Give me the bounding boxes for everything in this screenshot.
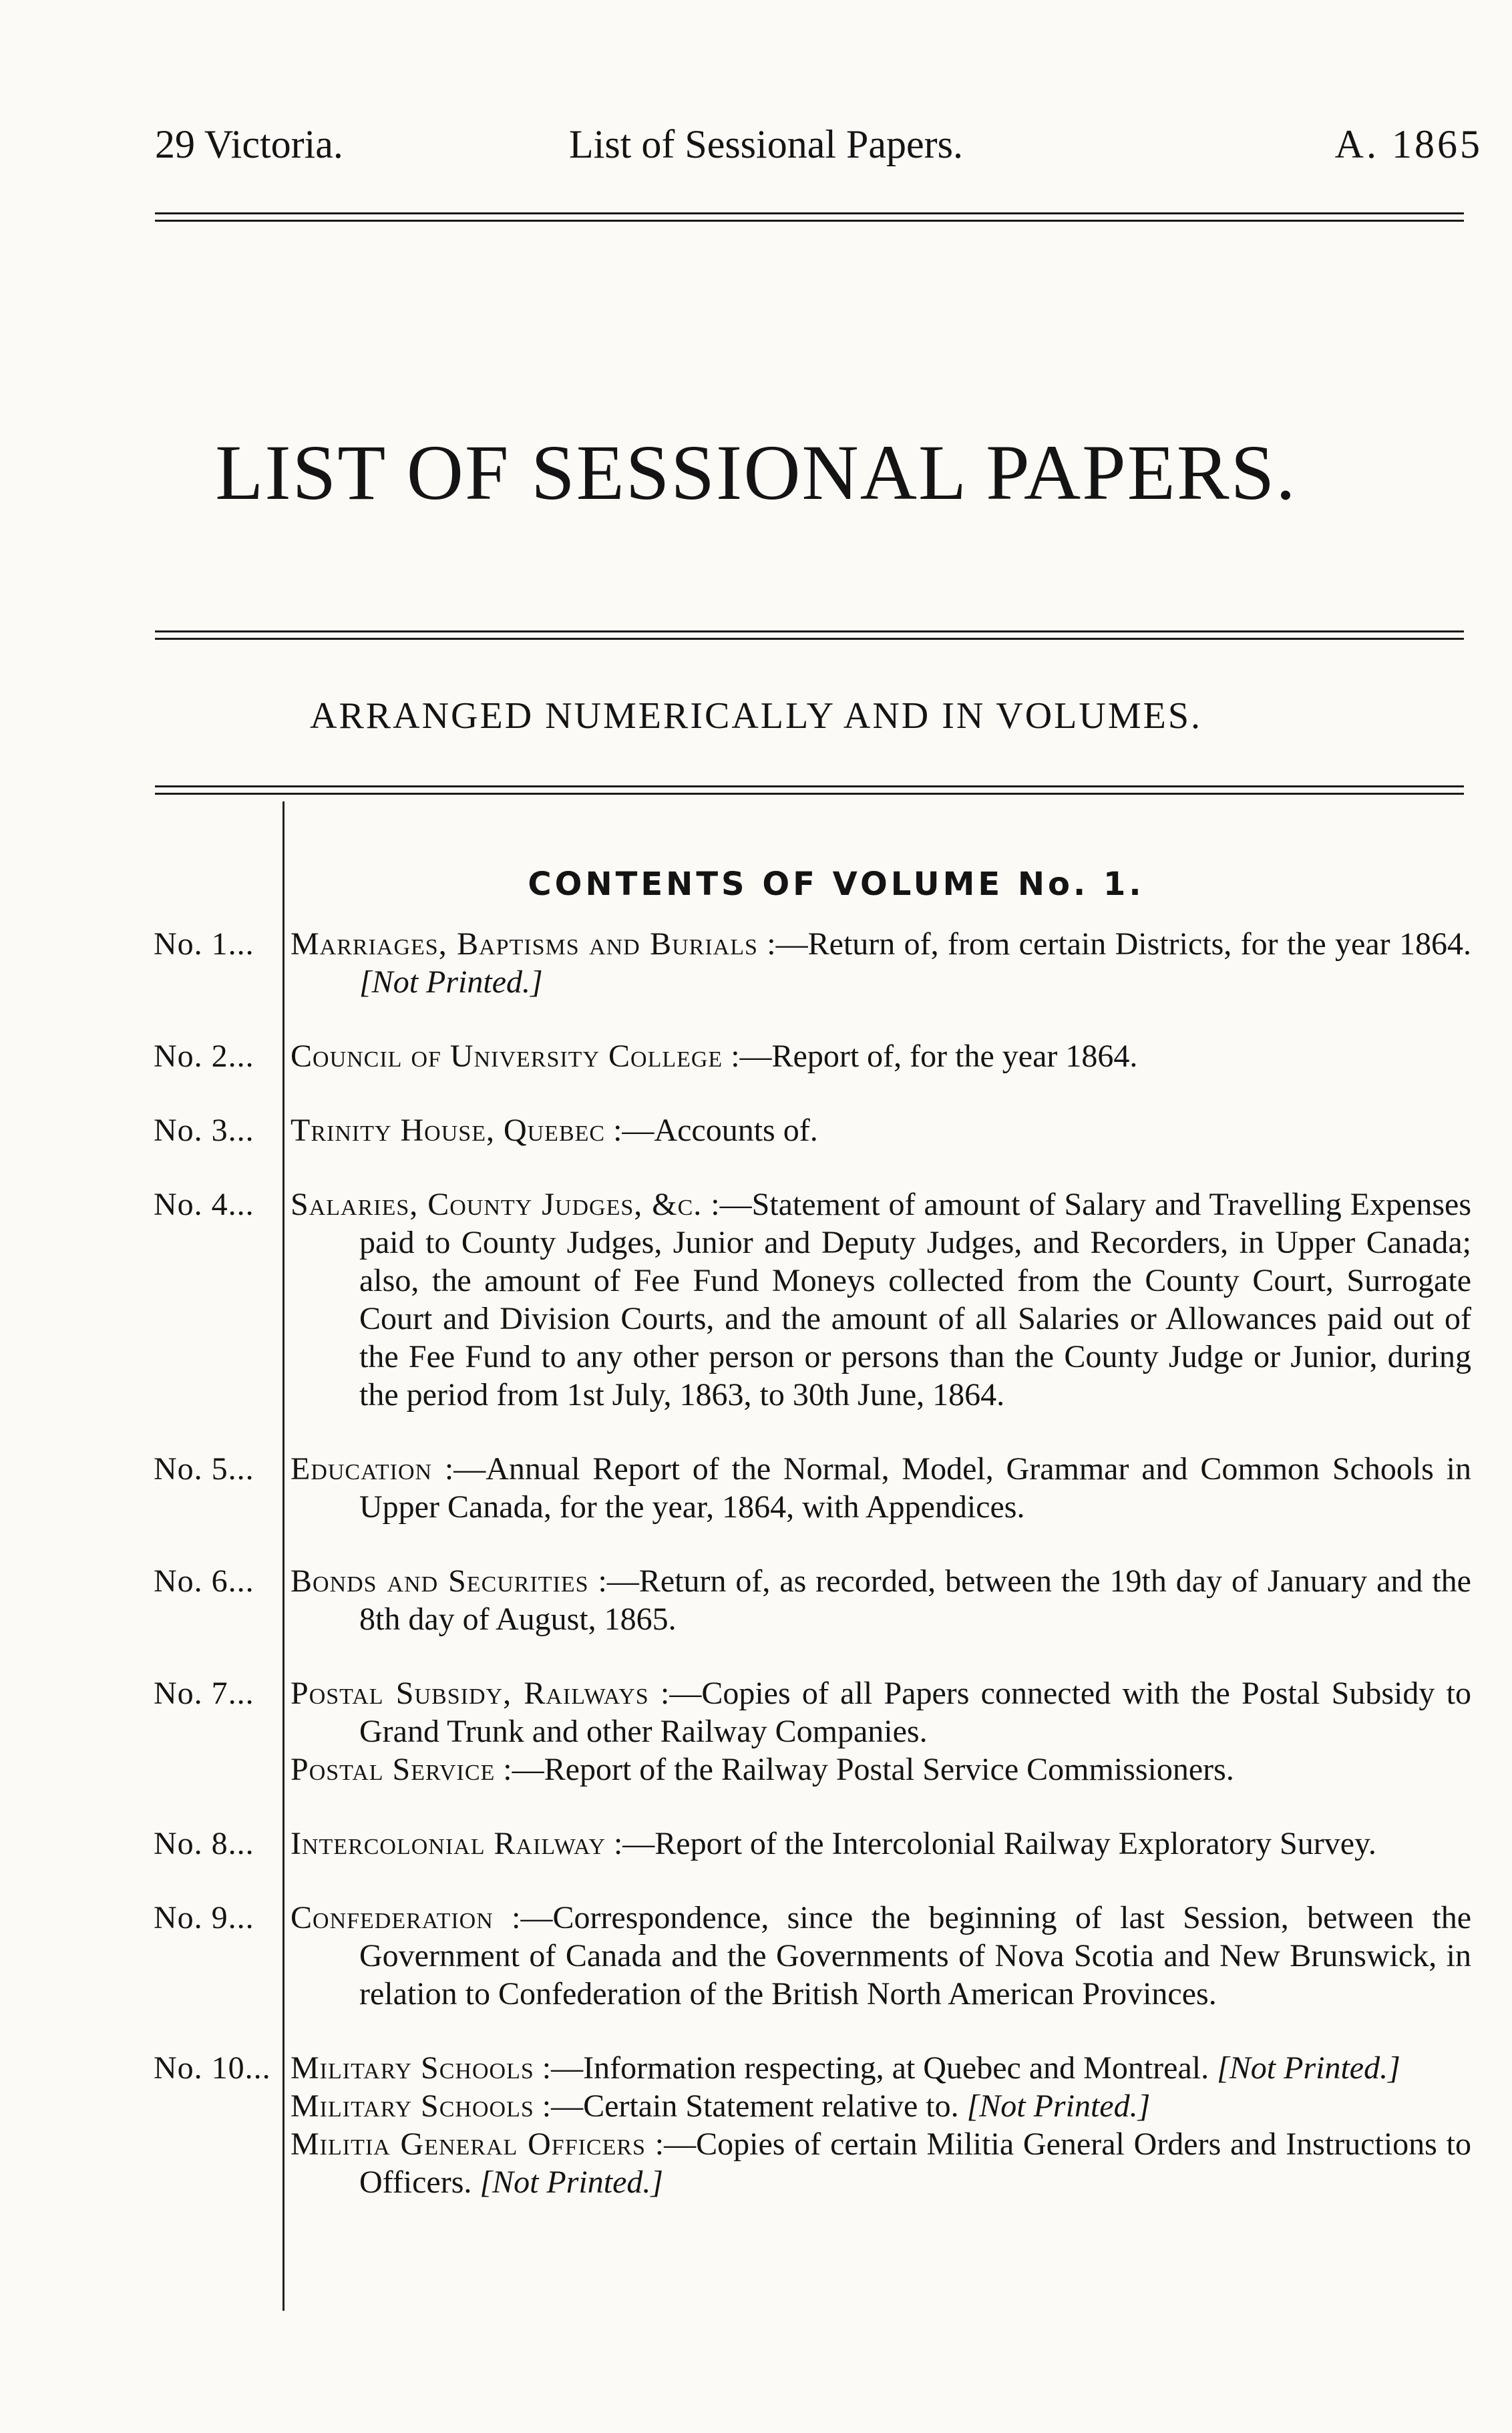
entry-item <box>0 1825 1512 1863</box>
entry-subject: Education <box>291 1451 433 1487</box>
entry-item <box>0 1674 1512 1789</box>
entry-subject: Salaries, County Judges, &c. <box>291 1187 703 1222</box>
not-printed-note: [Not Printed.] <box>359 964 543 1000</box>
entry-paragraph <box>291 1825 1471 1863</box>
entry-subject: Postal Subsidy, Railways <box>291 1676 649 1711</box>
page-subtitle: ARRANGED NUMERICALLY AND IN VOLUMES. <box>310 695 1202 737</box>
entry-subject: Intercolonial Railway <box>291 1826 606 1861</box>
entry-number: No. 1... <box>154 926 254 962</box>
entry-text: :—Information respecting, at Quebec and Montreal. <box>534 2050 1209 2086</box>
entry-item <box>0 2049 1512 2201</box>
entry-text: :—Accounts of. <box>605 1113 818 1148</box>
entry-item <box>0 1450 1512 1526</box>
header-rule <box>155 212 1464 222</box>
entry-paragraph <box>291 1899 1471 2013</box>
volume-heading: CONTENTS OF VOLUME No. 1. <box>528 866 1145 903</box>
page-title: LIST OF SESSIONAL PAPERS. <box>215 429 1297 516</box>
entry-subject: Council of University College <box>291 1039 723 1074</box>
entry-number: No. 8... <box>154 1826 254 1861</box>
entry-paragraph <box>291 1674 1471 1750</box>
entry-subject: Confederation <box>291 1900 494 1935</box>
entry-subject: Military Schools <box>291 2088 534 2124</box>
entry-item <box>0 925 1512 1001</box>
entry-item <box>0 1562 1512 1638</box>
entry-text: :—Statement of amount of Salary and Travelling Expenses paid to County Judges, Junior and Deputy Judges, and Recorders, in Upper Canada; also, the amount of Fee Fund Moneys collected from the County Court, Surrogate Court and Division Courts, and the amount of all Salaries or Allowances paid out of the Fee Fund to any other person or persons than the County Judge or Junior, during the period from 1st July, 1863, to 30th June, 1864. <box>359 1187 1472 1413</box>
entry-text: :—Certain Statement relative to. <box>534 2088 959 2124</box>
entry-number: No. 2... <box>154 1039 254 1074</box>
not-printed-note: [Not Printed.] <box>1217 2050 1400 2086</box>
entries-list <box>0 925 1512 2237</box>
entry-paragraph <box>291 1450 1471 1526</box>
entry-paragraph <box>291 925 1471 1001</box>
entry-subject: Marriages, Baptisms and Burials <box>291 926 758 962</box>
entry-text: :—Report of, for the year 1864. <box>723 1039 1138 1074</box>
entry-number: No. 4... <box>154 1187 254 1222</box>
entry-text: :—Report of the Intercolonial Railway Exploratory Survey. <box>605 1826 1376 1861</box>
entry-subject: Postal Service <box>291 1752 496 1787</box>
not-printed-note: [Not Printed.] <box>480 2165 664 2200</box>
entry-subject: Militia General Officers <box>291 2126 646 2162</box>
entry-text: :—Report of the Railway Postal Service Commissioners. <box>495 1752 1234 1787</box>
entry-paragraph <box>291 1562 1471 1638</box>
entry-item <box>0 1111 1512 1149</box>
entry-number: No. 10... <box>154 2050 271 2086</box>
subtitle-rule <box>155 785 1464 795</box>
header-year: A. 1865 <box>1334 122 1483 166</box>
entry-item <box>0 1185 1512 1414</box>
entry-text: :—Copies of all Papers connected with the Postal Subsidy to Grand Trunk and other Railway Companies. <box>359 1676 1471 1749</box>
entry-paragraph <box>291 1037 1471 1075</box>
entry-text: :—Return of, as recorded, between the 19th day of January and the 8th day of August, 1865. <box>359 1563 1471 1637</box>
entry-paragraph <box>291 2087 1471 2125</box>
entry-paragraph <box>291 1750 1471 1789</box>
entry-item <box>0 1899 1512 2013</box>
entry-number: No. 3... <box>154 1113 254 1148</box>
entry-text: :—Correspondence, since the beginning of last Session, between the Government of Canada and the Governments of Nova Scotia and New Brunswick, in relation to Confederation of the British North American Provinces. <box>359 1900 1471 2012</box>
header-regnal-year: 29 Victoria. <box>155 122 343 166</box>
entry-paragraph <box>291 2125 1471 2201</box>
entry-paragraph <box>291 1185 1471 1414</box>
entry-text: :—Return of, from certain Districts, for the year 1864. <box>757 926 1471 962</box>
entry-number: No. 5... <box>154 1451 254 1487</box>
entry-paragraph <box>291 1111 1471 1149</box>
title-rule <box>155 630 1464 640</box>
entry-subject: Military Schools <box>291 2050 534 2086</box>
header-title: List of Sessional Papers. <box>569 122 963 166</box>
entry-subject: Trinity House, Quebec <box>291 1113 606 1148</box>
running-header <box>155 122 1483 175</box>
entry-item <box>0 1037 1512 1075</box>
entry-number: No. 6... <box>154 1563 254 1599</box>
entry-text: :—Annual Report of the Normal, Model, Grammar and Common Schools in Upper Canada, for the year, 1864, with Appendices. <box>359 1451 1471 1525</box>
entry-paragraph <box>291 2049 1471 2087</box>
entry-number: No. 9... <box>154 1900 254 1935</box>
not-printed-note: [Not Printed.] <box>966 2088 1151 2124</box>
entry-number: No. 7... <box>154 1676 254 1711</box>
entry-subject: Bonds and Securities <box>291 1563 589 1599</box>
entry-text: :—Copies of certain Militia General Orders and Instructions to Officers. <box>359 2126 1471 2200</box>
